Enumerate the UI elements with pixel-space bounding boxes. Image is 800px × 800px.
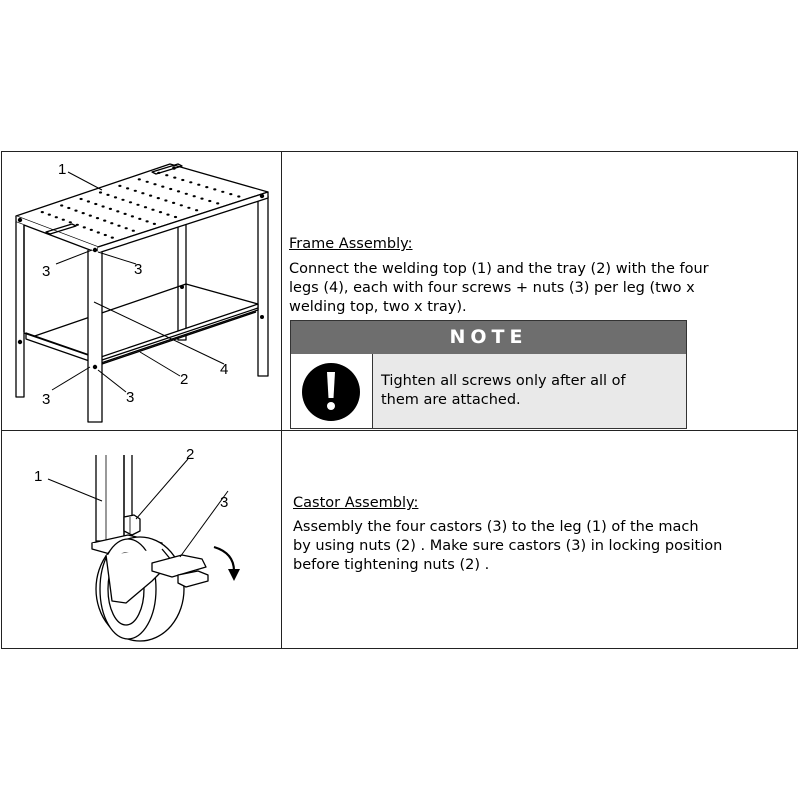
callout-leg: 1: [34, 468, 43, 485]
top-hole: [213, 188, 216, 190]
frame-assembly-title: Frame Assembly:: [289, 236, 413, 252]
top-hole: [180, 204, 183, 206]
top-hole: [67, 207, 70, 209]
text-line: by using nuts (2) . Make sure castors (3) in locking position: [293, 538, 723, 554]
note-heading: NOTE: [291, 321, 686, 354]
top-hole: [177, 190, 180, 192]
top-hole: [111, 237, 114, 239]
top-hole: [157, 197, 160, 199]
top-hole: [97, 231, 100, 233]
top-hole: [132, 230, 135, 232]
top-hole: [96, 217, 99, 219]
top-hole: [138, 178, 141, 180]
castor-assembly-illustration: [2, 431, 280, 649]
frame-assembly-text: [289, 260, 709, 317]
top-hole: [103, 220, 106, 222]
top-hole: [82, 212, 85, 214]
top-hole: [60, 204, 63, 206]
callout-screw-top-right: 3: [134, 261, 143, 278]
top-hole: [216, 202, 219, 204]
callout-screw-top-left: 3: [42, 263, 51, 280]
exclamation-icon: [291, 354, 371, 430]
top-hole: [69, 221, 72, 223]
top-hole: [114, 196, 117, 198]
top-hole: [173, 177, 176, 179]
top-hole: [104, 234, 107, 236]
top-hole: [229, 193, 232, 195]
top-hole: [55, 216, 58, 218]
top-hole: [80, 198, 83, 200]
top-hole: [146, 220, 149, 222]
top-hole: [89, 215, 92, 217]
top-hole: [90, 229, 93, 231]
top-hole: [185, 193, 188, 195]
top-hole: [193, 195, 196, 197]
top-hole: [102, 205, 105, 207]
callout-leg: 4: [220, 361, 229, 378]
callout-screw-bottom-left: 3: [42, 391, 51, 408]
top-hole: [151, 209, 154, 211]
text-line: Connect the welding top (1) and the tray (2) with the four: [289, 261, 709, 277]
top-hole: [195, 209, 198, 211]
top-hole: [110, 222, 113, 224]
top-hole: [118, 185, 121, 187]
note-box: [290, 320, 687, 429]
top-hole: [181, 179, 184, 181]
top-hole: [153, 223, 156, 225]
top-hole: [149, 195, 152, 197]
top-hole: [138, 218, 141, 220]
top-hole: [41, 211, 44, 213]
top-hole: [48, 214, 51, 216]
top-hole: [116, 210, 119, 212]
top-hole: [76, 224, 79, 226]
top-hole: [157, 172, 160, 174]
top-hole: [174, 216, 177, 218]
callout-castor: 3: [220, 494, 229, 511]
top-hole: [109, 208, 112, 210]
castor-assembly-title: Castor Assembly:: [293, 495, 419, 511]
top-hole: [164, 199, 167, 201]
top-hole: [131, 215, 134, 217]
top-hole: [62, 219, 65, 221]
top-hole: [189, 181, 192, 183]
top-hole: [94, 203, 97, 205]
column-divider: [281, 152, 282, 648]
top-hole: [99, 191, 102, 193]
top-hole: [134, 190, 137, 192]
castor-assembly-text: [293, 518, 722, 575]
top-hole: [161, 186, 164, 188]
callout-tray: 2: [180, 371, 189, 388]
text-line: legs (4), each with four screws + nuts (3) per leg (two x: [289, 280, 695, 296]
top-hole: [141, 192, 144, 194]
top-hole: [87, 200, 90, 202]
top-hole: [74, 210, 77, 212]
note-line: Tighten all screws only after all of: [381, 373, 626, 389]
callout-top: 1: [58, 161, 67, 178]
top-hole: [117, 225, 120, 227]
note-line: them are attached.: [381, 392, 521, 408]
top-hole: [144, 206, 147, 208]
top-hole: [208, 200, 211, 202]
top-hole: [165, 174, 168, 176]
top-hole: [121, 199, 124, 201]
note-text-cell: [373, 354, 686, 428]
top-hole: [106, 194, 109, 196]
top-hole: [187, 207, 190, 209]
top-hole: [129, 201, 132, 203]
top-hole: [125, 227, 128, 229]
top-hole: [197, 184, 200, 186]
callout-nut: 2: [186, 446, 195, 463]
top-hole: [205, 186, 208, 188]
callout-screw-bottom-right: 3: [126, 389, 135, 406]
top-hole: [221, 191, 224, 193]
top-hole: [159, 211, 162, 213]
top-hole: [153, 183, 156, 185]
frame-assembly-illustration: [2, 152, 280, 430]
top-hole: [146, 181, 149, 183]
top-hole: [126, 187, 129, 189]
top-hole: [124, 213, 127, 215]
text-line: before tightening nuts (2) .: [293, 557, 490, 573]
text-line: welding top, two x tray).: [289, 299, 467, 315]
top-hole: [83, 226, 86, 228]
top-hole: [200, 198, 203, 200]
instruction-table: [1, 151, 798, 649]
top-hole: [237, 195, 240, 197]
text-line: Assembly the four castors (3) to the leg (1) of the mach: [293, 519, 699, 535]
top-hole: [166, 214, 169, 216]
top-hole: [172, 202, 175, 204]
top-hole: [169, 188, 172, 190]
top-hole: [136, 204, 139, 206]
note-icon-cell: [291, 354, 373, 428]
